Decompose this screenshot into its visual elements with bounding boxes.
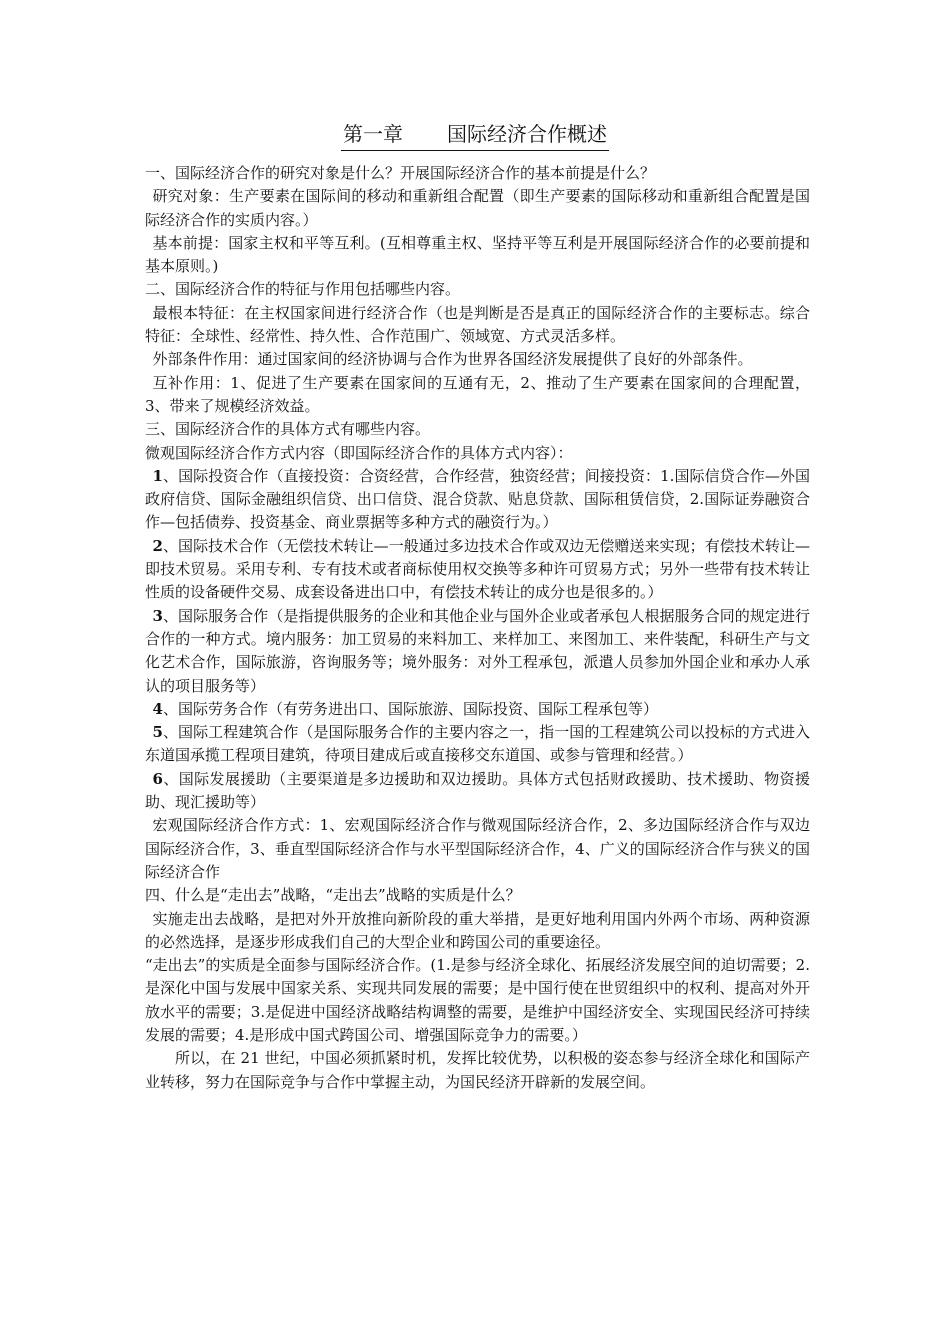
paragraph-text: 二、国际经济合作的特征与作用包括哪些内容。 [145, 280, 461, 299]
paragraph-text: 一、国际经济合作的研究对象是什么？开展国际经济合作的基本前提是什么？ [145, 164, 656, 182]
paragraph-text: 微观国际经济合作方式内容（即国际经济合作的具体方式内容）： [145, 443, 573, 462]
paragraph [145, 278, 810, 301]
paragraph-text: 宏观国际经济合作方式：1、宏观国际经济合作与微观国际经济合作，2、多边国际经济合作与双边国际经济合作，3、垂直型国际经济合作与水平型国际经济合作，4、广义的国际经济合作与狭义的国际经济合作 [145, 816, 810, 881]
paragraph-text: 、国际工程建筑合作（是国际服务合作的主要内容之一，指一国的工程建筑公司以投标的方式进入东道国承揽工程项目建筑，待项目建成后或直接移交东道国、或参与管理和经营。） [145, 723, 810, 765]
chapter-number: 第一章 [343, 122, 403, 146]
item-number: 6 [152, 769, 163, 788]
paragraph-text: 、国际发展援助（主要渠道是多边援助和双边援助。具体方式包括财政援助、技术援助、物资援助、现汇援助等） [145, 769, 810, 812]
paragraph-text: 三、国际经济合作的具体方式有哪些内容。 [145, 420, 431, 439]
paragraph-text: 外部条件作用：通过国家间的经济协调与合作为世界各国经济发展提供了良好的外部条件。 [152, 350, 753, 369]
paragraph [145, 721, 810, 768]
paragraph [145, 908, 810, 955]
item-number: 4 [152, 699, 163, 718]
item-number: 5 [152, 723, 163, 742]
paragraph-text: 最根本特征：在主权国家间进行经济合作（也是判断是否是真正的国际经济合作的主要标志。综合特征：全球性、经常性、持久性、合作范围广、领域宽、方式灵活多样。 [145, 303, 810, 346]
paragraph-text: “走出去”的实质是全面参与国际经济合作。(1.是参与经济全球化、拓展经济发展空间的迫切需要；2.是深化中国与发展中国家关系、实现共同发展的需要；是中国行使在世贸组织中的权利、提高对外开放水平的需要；3.是促进中国经济战略结构调整的需要，是维护中国经济安全、实现国民经济可持续发展的需要；4.是形成中国式跨国公司、增强国际竞争力的需要。） [145, 956, 810, 1044]
paragraph-text: 实施走出去战略，是把对外开放推向新阶段的重大举措，是更好地利用国内外两个市场、两种资源的必然选择，是逐步形成我们自己的大型企业和跨国公司的重要途径。 [145, 909, 810, 951]
chapter-title [0, 119, 950, 151]
paragraph [145, 698, 810, 721]
paragraph [145, 768, 810, 815]
item-number: 1 [152, 466, 163, 485]
paragraph [145, 1047, 810, 1094]
paragraph [145, 884, 810, 907]
paragraph-text: 、国际技术合作（无偿技术转让—一般通过多边技术合作或双边无偿赠送来实现；有偿技术转让—即技术贸易。采用专利、专有技术或者商标使用权交换等多种许可贸易方式；另外一些带有技术转让性质的设备硬件交易、成套设备进出口中，有偿技术转让的成分也是很多的。） [145, 536, 810, 602]
paragraph-text: 、国际投资合作（直接投资：合资经营，合作经营，独资经营；间接投资：1.国际信贷合作—外国政府信贷、国际金融组织信贷、出口信贷、混合贷款、贴息贷款、国际租赁信贷，2.国际证券融资合作—包括债券、投资基金、商业票据等多种方式的融资行为。） [145, 466, 810, 532]
item-number: 3 [152, 606, 163, 625]
paragraph-text: 、国际劳务合作（有劳务进出口、国际旅游、国际投资、国际工程承包等） [162, 699, 658, 718]
paragraph [145, 465, 810, 535]
chapter-name: 国际经济合作概述 [447, 122, 607, 146]
paragraph [145, 162, 810, 185]
paragraph-text: 基本前提：国家主权和平等互利。(互相尊重主权、坚持平等互利是开展国际经济合作的必要前提和基本原则。) [145, 233, 810, 276]
paragraph-text: 研究对象：生产要素在国际间的移动和重新组合配置（即生产要素的国际移动和重新组合配置是国际经济合作的实质内容。） [145, 187, 810, 229]
paragraph [145, 372, 810, 419]
paragraph [145, 302, 810, 349]
paragraph [145, 348, 810, 371]
paragraph [145, 954, 810, 1047]
paragraph [145, 535, 810, 605]
item-number: 2 [152, 536, 163, 555]
paragraph [145, 418, 810, 441]
paragraph [145, 185, 810, 232]
paragraph-text: 、国际服务合作（是指提供服务的企业和其他企业与国外企业或者承包人根据服务合同的规定进行合作的一种方式。境内服务：加工贸易的来料加工、来样加工、来图加工、来件装配，科研生产与文化艺术合作，国际旅游，咨询服务等；境外服务：对外工程承包，派遣人员参加外国企业和承办人承认的项目服务等） [145, 606, 810, 695]
paragraph [145, 442, 810, 465]
paragraph [145, 232, 810, 279]
paragraph-text: 所以，在 21 世纪，中国必须抓紧时机，发挥比较优势，以积极的姿态参与经济全球化和国际产业转移，努力在国际竞争与合作中掌握主动，为国民经济开辟新的发展空间。 [145, 1049, 810, 1091]
paragraph [145, 605, 810, 698]
paragraph-text: 四、什么是“走出去”战略，“走出去”战略的实质是什么？ [145, 886, 521, 905]
paragraph-text: 互补作用：1、促进了生产要素在国家间的互通有无，2、推动了生产要素在国家间的合理配置，3、带来了规模经济效益。 [145, 373, 810, 415]
paragraph [145, 814, 810, 884]
document-body [145, 162, 810, 1094]
chapter-title-text [341, 119, 609, 151]
